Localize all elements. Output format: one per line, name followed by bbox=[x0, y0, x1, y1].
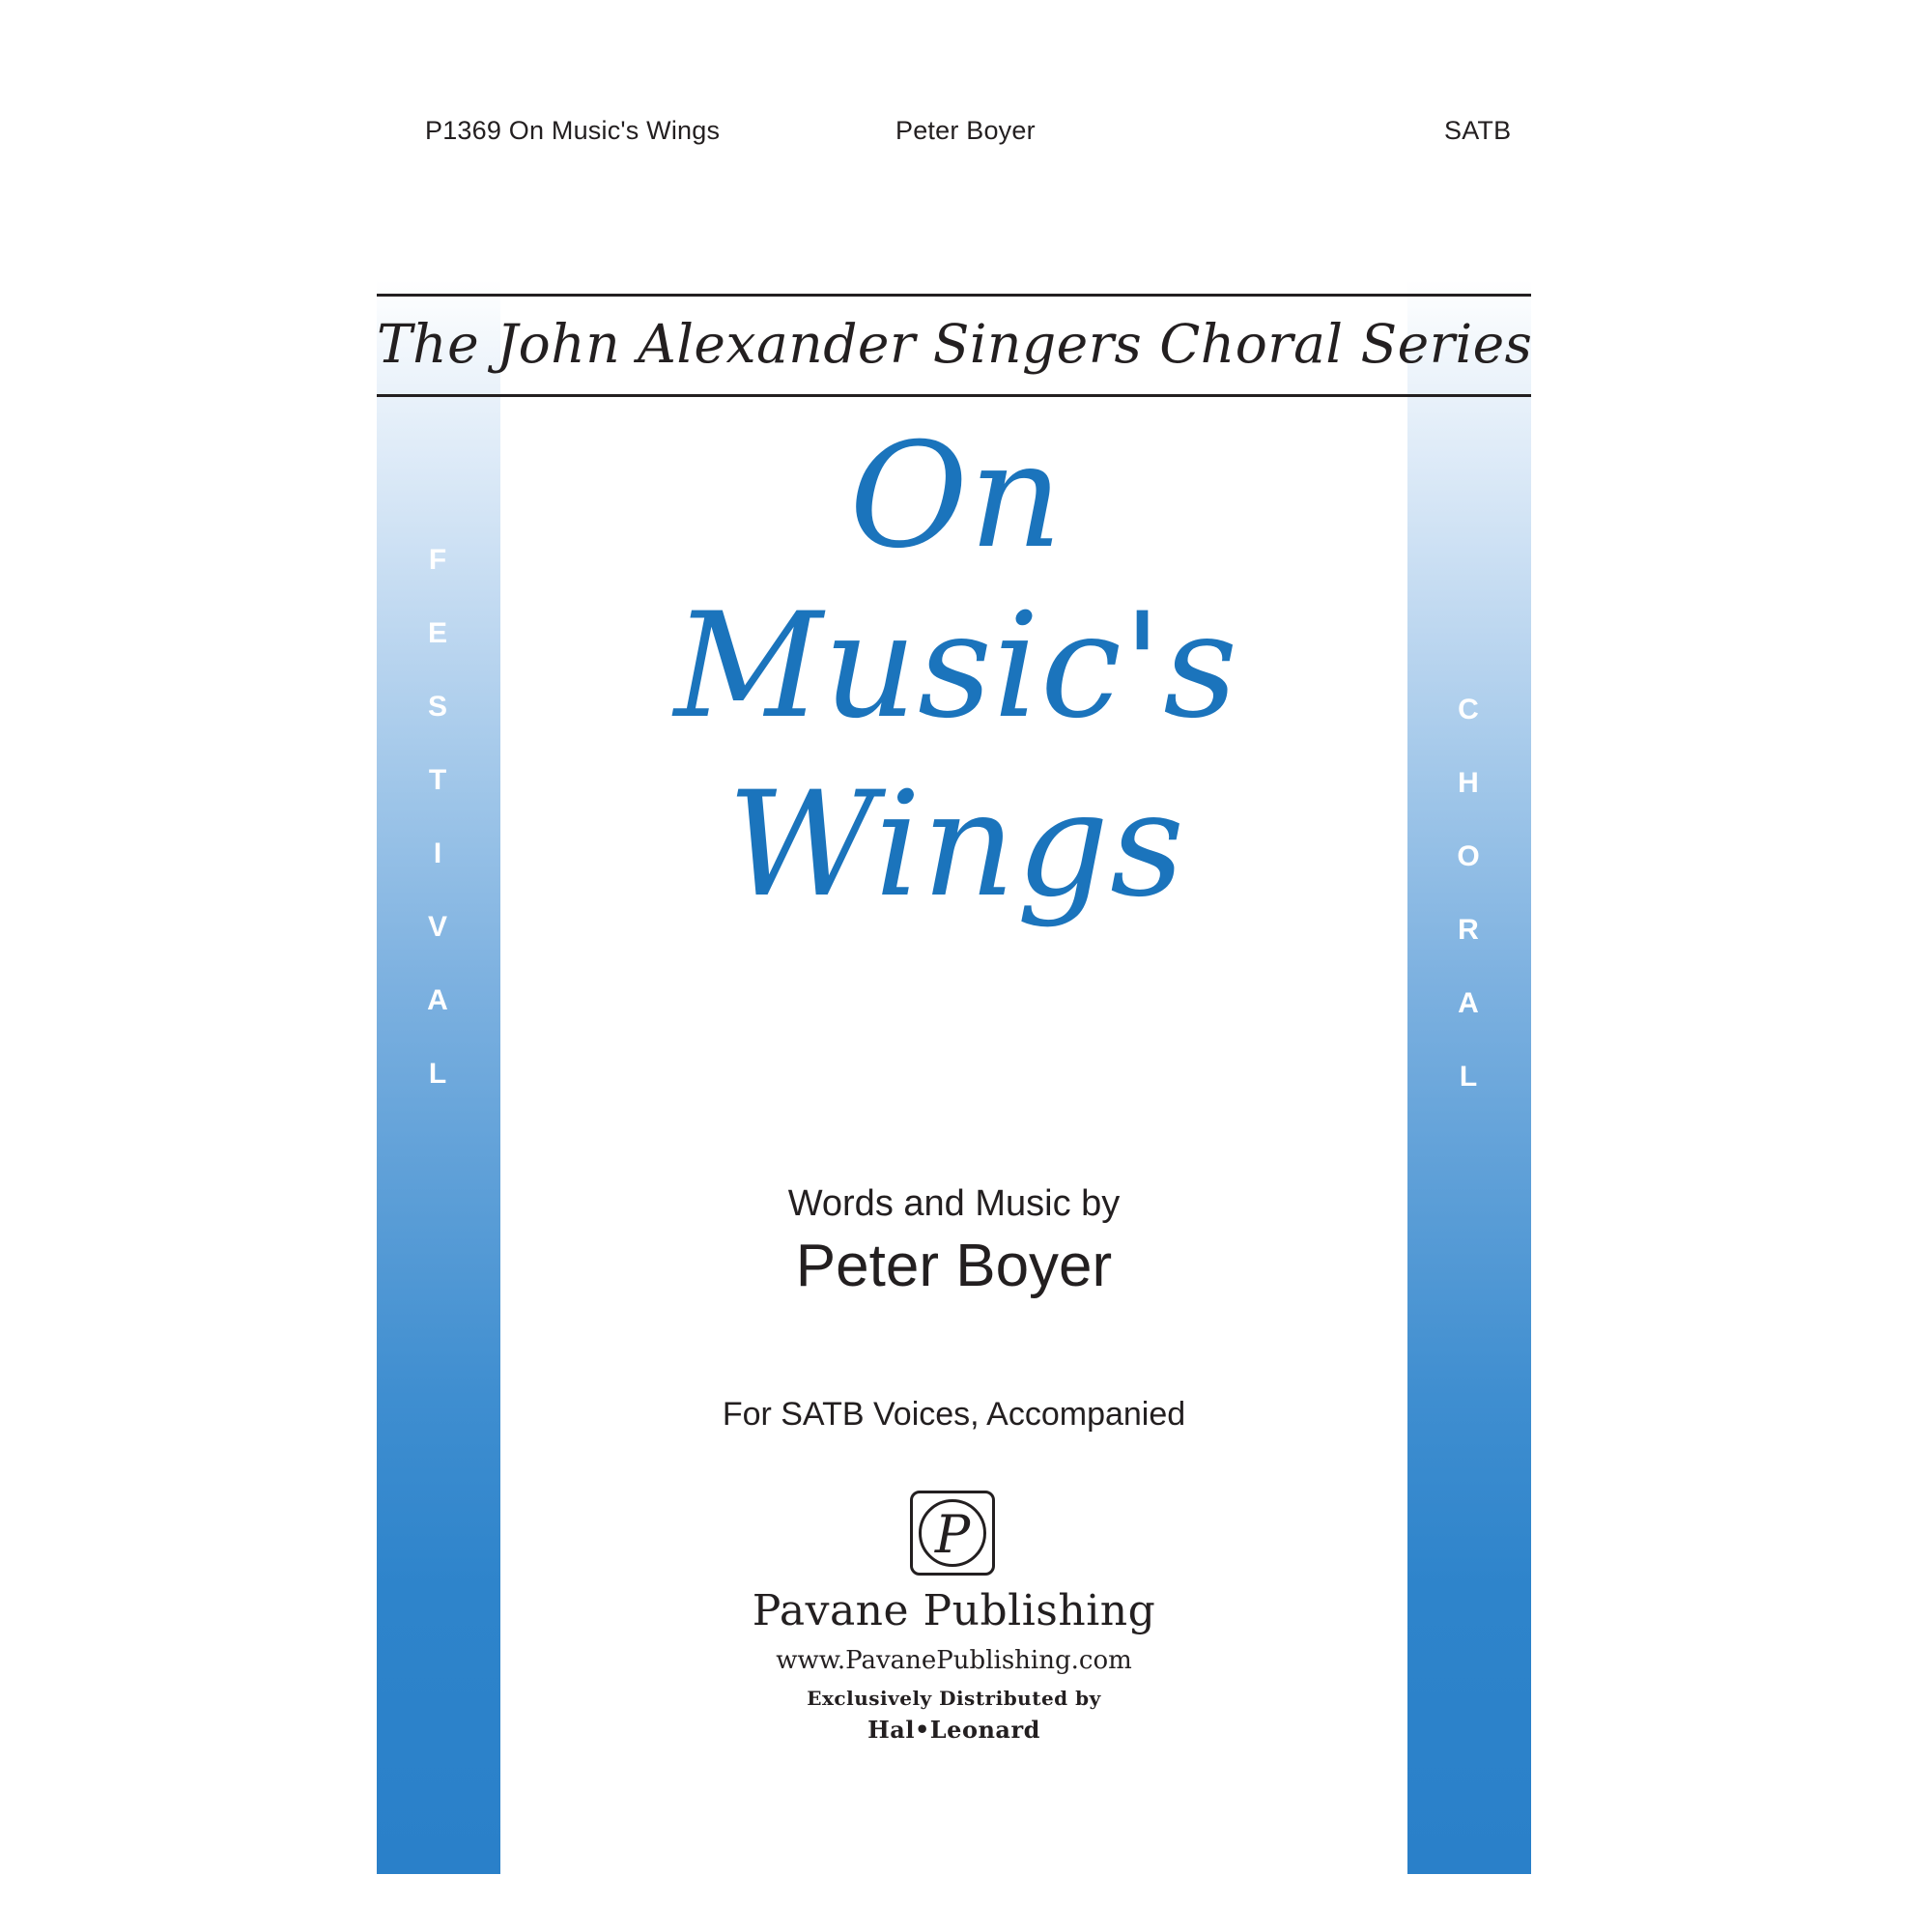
sidebar-right-letters bbox=[1407, 696, 1531, 1136]
publisher-name: Pavane Publishing bbox=[752, 1586, 1156, 1635]
sidebar-left-letter: E bbox=[427, 617, 449, 649]
work-title bbox=[541, 412, 1372, 935]
work-title-line-2: Music's bbox=[673, 582, 1239, 751]
sidebar-right-letter: H bbox=[1458, 767, 1481, 799]
sidebar-left-letter: S bbox=[427, 691, 449, 723]
sidebar-left-letter: A bbox=[427, 984, 450, 1016]
catalog-number-and-title: P1369 On Music's Wings bbox=[425, 116, 721, 145]
catalog-composer: Peter Boyer bbox=[895, 116, 1036, 145]
distributor-label: Exclusively Distributed by bbox=[807, 1687, 1101, 1710]
sidebar-left-letter: T bbox=[428, 764, 449, 796]
sidebar-left-letters bbox=[377, 546, 500, 1133]
sidebar-left-festival bbox=[377, 280, 500, 1874]
series-rule-bottom bbox=[377, 394, 1531, 397]
sidebar-left-letter: F bbox=[428, 544, 449, 576]
catalog-header bbox=[425, 116, 1517, 155]
sidebar-right-choral bbox=[1407, 280, 1531, 1874]
work-title-line-3: Wings bbox=[726, 761, 1186, 929]
sidebar-right-letter: C bbox=[1458, 694, 1481, 725]
pavane-logo-icon bbox=[910, 1491, 999, 1579]
credit-composer-name: Peter Boyer bbox=[795, 1233, 1113, 1299]
work-title-line-1: On bbox=[849, 412, 1064, 581]
series-title: The John Alexander Singers Choral Series bbox=[377, 313, 1533, 375]
publisher-url: www.PavanePublishing.com bbox=[776, 1646, 1132, 1675]
sidebar-right-letter: L bbox=[1459, 1061, 1480, 1093]
sidebar-right-letter: A bbox=[1458, 987, 1481, 1019]
sidebar-left-letter: L bbox=[428, 1058, 449, 1090]
sidebar-right-letter: R bbox=[1458, 914, 1481, 946]
logo-letter: P bbox=[934, 1504, 971, 1565]
sidebar-right-letter: O bbox=[1457, 840, 1482, 872]
cover-artwork bbox=[377, 280, 1531, 1874]
sidebar-left-letter: V bbox=[427, 911, 449, 943]
catalog-voicing: SATB bbox=[1444, 116, 1512, 145]
credit-voicing-line: For SATB Voices, Accompanied bbox=[722, 1396, 1186, 1433]
sidebar-left-letter: I bbox=[433, 838, 444, 869]
credit-words-and-music-by: Words and Music by bbox=[787, 1183, 1121, 1224]
distributor-name: Hal•Leonard bbox=[867, 1716, 1040, 1744]
